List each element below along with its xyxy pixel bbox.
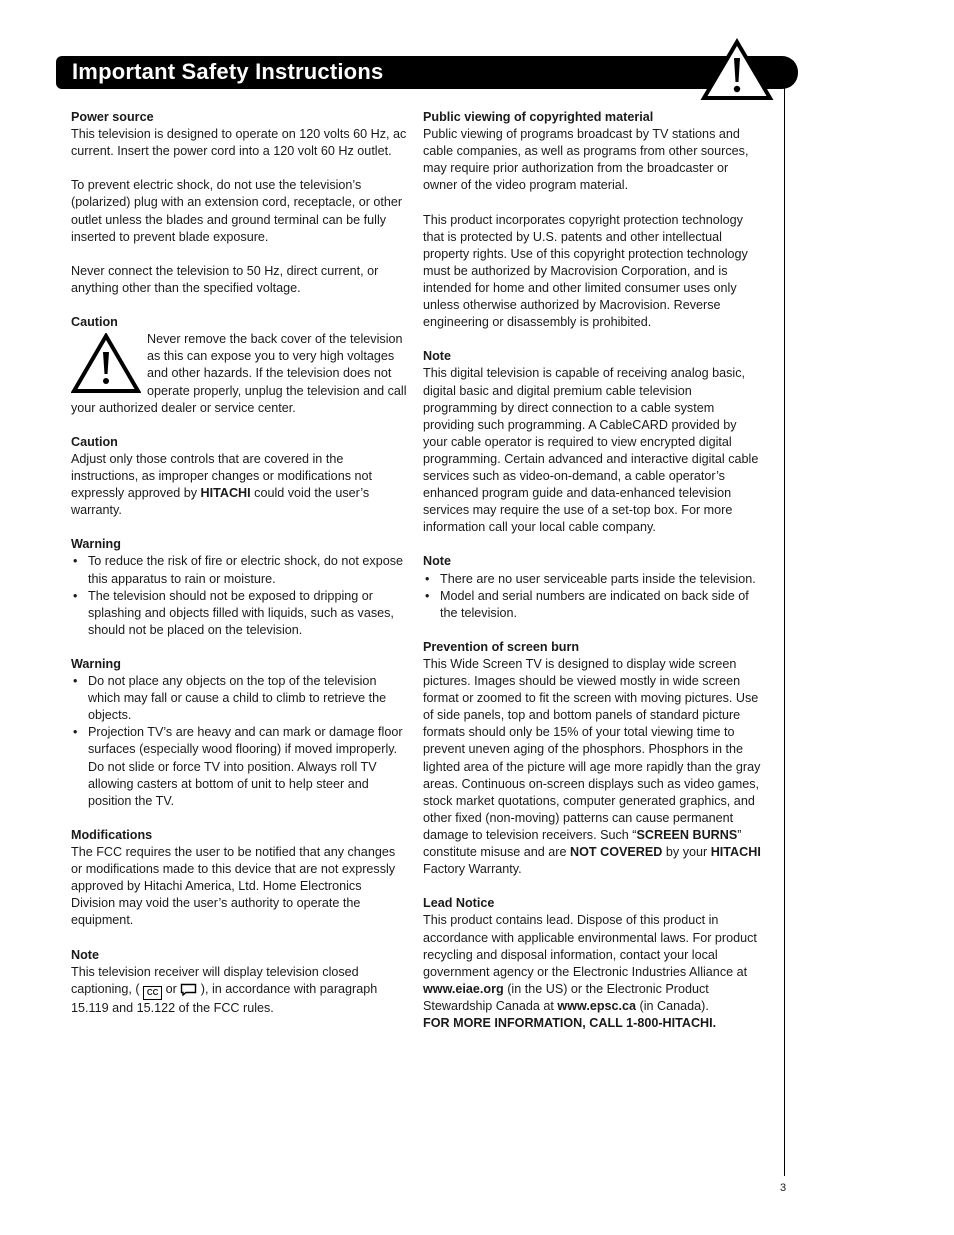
note-heading-right-1: Note [423,349,451,364]
list-item: • The television should not be exposed to dripping or splashing and objects filled with liquids, such as vases, should not be placed on the television. [71,588,407,639]
screen-burn-heading: Prevention of screen burn [423,639,580,654]
caption-bubble-icon [180,983,197,996]
power-source-text-1: This television is designed to operate on 120 volts 60 Hz, ac current. Insert the power cord into a 120 volt 60 Hz outlet. [71,127,407,159]
hitachi-call-notice: FOR MORE INFORMATION, CALL 1-800-HITACHI. [423,1015,717,1030]
list-item: • Model and serial numbers are indicated on back side of the television. [423,588,763,622]
eiae-link: www.eiae.org [423,981,504,996]
closed-caption-note: This television receiver will display television closed captioning, ( CC or ), in accordance with paragraph 15.119 and 15.122 of the FCC rules. [71,964,378,1015]
power-source-text-3: Never connect the television to 50 Hz, direct current, or anything other than the specified voltage. [71,263,379,295]
warning-heading-2: Warning [71,657,121,671]
screen-burn-text: This Wide Screen TV is designed to display wide screen pictures. Images should be viewed mostly in wide screen format or zoomed to fit the screen with moving pictures. Use of side panels, top and bottom panels of standard picture formats should only be 15% of your total viewing time to prevent uneven aging of the phosphors. Phosphors in the lighted area of the picture will age more rapidly than the gray areas. Continuous on-screen displays such as video games, stock market quotations, computer generated graphics, and other fixed (non-moving) patterns can cause permanent damage to television receivers. Such “SCREEN BURNS” constitute misuse and are NOT COVERED by your HITACHI Factory Warranty. [423,657,761,877]
epsc-link: www.epsc.ca [557,998,637,1013]
modifications-heading: Modifications [71,827,153,842]
lead-notice-heading: Lead Notice [423,896,495,911]
list-item: • Projection TV’s are heavy and can mark or damage floor surfaces (especially wood flooring) if moved improperly. Do not slide or force TV into position. Always roll TV allowing casters at bottom of unit to help steer and position the TV. [71,724,407,809]
lead-notice-text: This product contains lead. Dispose of this product in accordance with applicable environmental laws. For product recycling and disposal information, contact your local government agency or the Electronic Industries Alliance at www.eiae.org (in the US) or the Electronic Product Stewardship Canada at www.epsc.ca (in Canada). [423,913,757,1013]
public-viewing-text-2: This product incorporates copyright protection technology that is protected by U.S. patents and other intellectual property rights. Use of this copyright protection technology must be authorized by Macrovision Corporation, and is intended for home and other limited consumer uses only unless otherwise authorized by Macrovision. Reverse engineering or disassembly is prohibited. [423,212,748,330]
warning-triangle-icon [700,38,774,102]
note-heading-left: Note [71,947,99,962]
caution-text-1: Never remove the back cover of the television as this can expose you to very high voltages and other hazards. If the television does not operate properly, unplug the television and call your authorized dealer or service center. [71,332,407,415]
power-source-text-2: To prevent electric shock, do not use the television’s (polarized) plug with an extension cord, receptacle, or other outlet unless the blades and ground terminal can be fully inserted to prevent blade exposure. [71,178,403,244]
cc-icon: CC [143,986,162,1000]
title-banner [56,56,798,89]
public-viewing-text-1: Public viewing of programs broadcast by TV stations and cable companies, as well as programs from other sources, may require prior authorization from the broadcaster or owner of the video program material. [423,127,749,193]
left-column [71,109,407,1017]
caution-triangle-icon [71,333,141,395]
right-column [423,109,763,1032]
cable-note-text: This digital television is capable of receiving analog basic, digital basic and digital premium cable television programming by direct connection to a cable system providing such programming. A CableCARD provided by your cable operator is required to view encrypted digital programming. Certain advanced and interactive digital cable services such as video-on-demand, a cable operator’s enhanced program guide and data-enhanced television services may require the use of a set-top box. For more information call your local cable company. [423,366,759,535]
caution-block [71,331,407,416]
caution-text-2: Adjust only those controls that are covered in the instructions, as improper changes or modifications not expressly approved by HITACHI could void the user’s warranty. [71,451,372,518]
warning-heading-1: Warning [71,537,121,552]
page-title: Important Safety Instructions [72,59,384,84]
warning-list-1 [71,553,407,638]
public-viewing-heading: Public viewing of copyrighted material [423,110,654,124]
caution-heading-2: Caution [71,434,118,449]
modifications-text: The FCC requires the user to be notified that any changes or modifications made to this device that are not expressly approved by Hitachi America, Ltd. Home Electronics Division may void the user’s authority to operate the equipment. [71,845,396,928]
power-source-heading: Power source [71,110,154,124]
caution-heading-1: Caution [71,315,118,330]
warning-list-2 [71,673,407,810]
page-number: 3 [780,1182,787,1194]
list-item: • Do not place any objects on the top of the television which may fall or cause a child to climb to retrieve the objects. [71,673,407,724]
note-heading-right-2: Note [423,554,451,569]
list-item: • To reduce the risk of fire or electric shock, do not expose this apparatus to rain or moisture. [71,553,407,587]
page-rule [784,88,785,1176]
list-item: • There are no user serviceable parts inside the television. [423,571,763,588]
note-list [423,571,763,622]
